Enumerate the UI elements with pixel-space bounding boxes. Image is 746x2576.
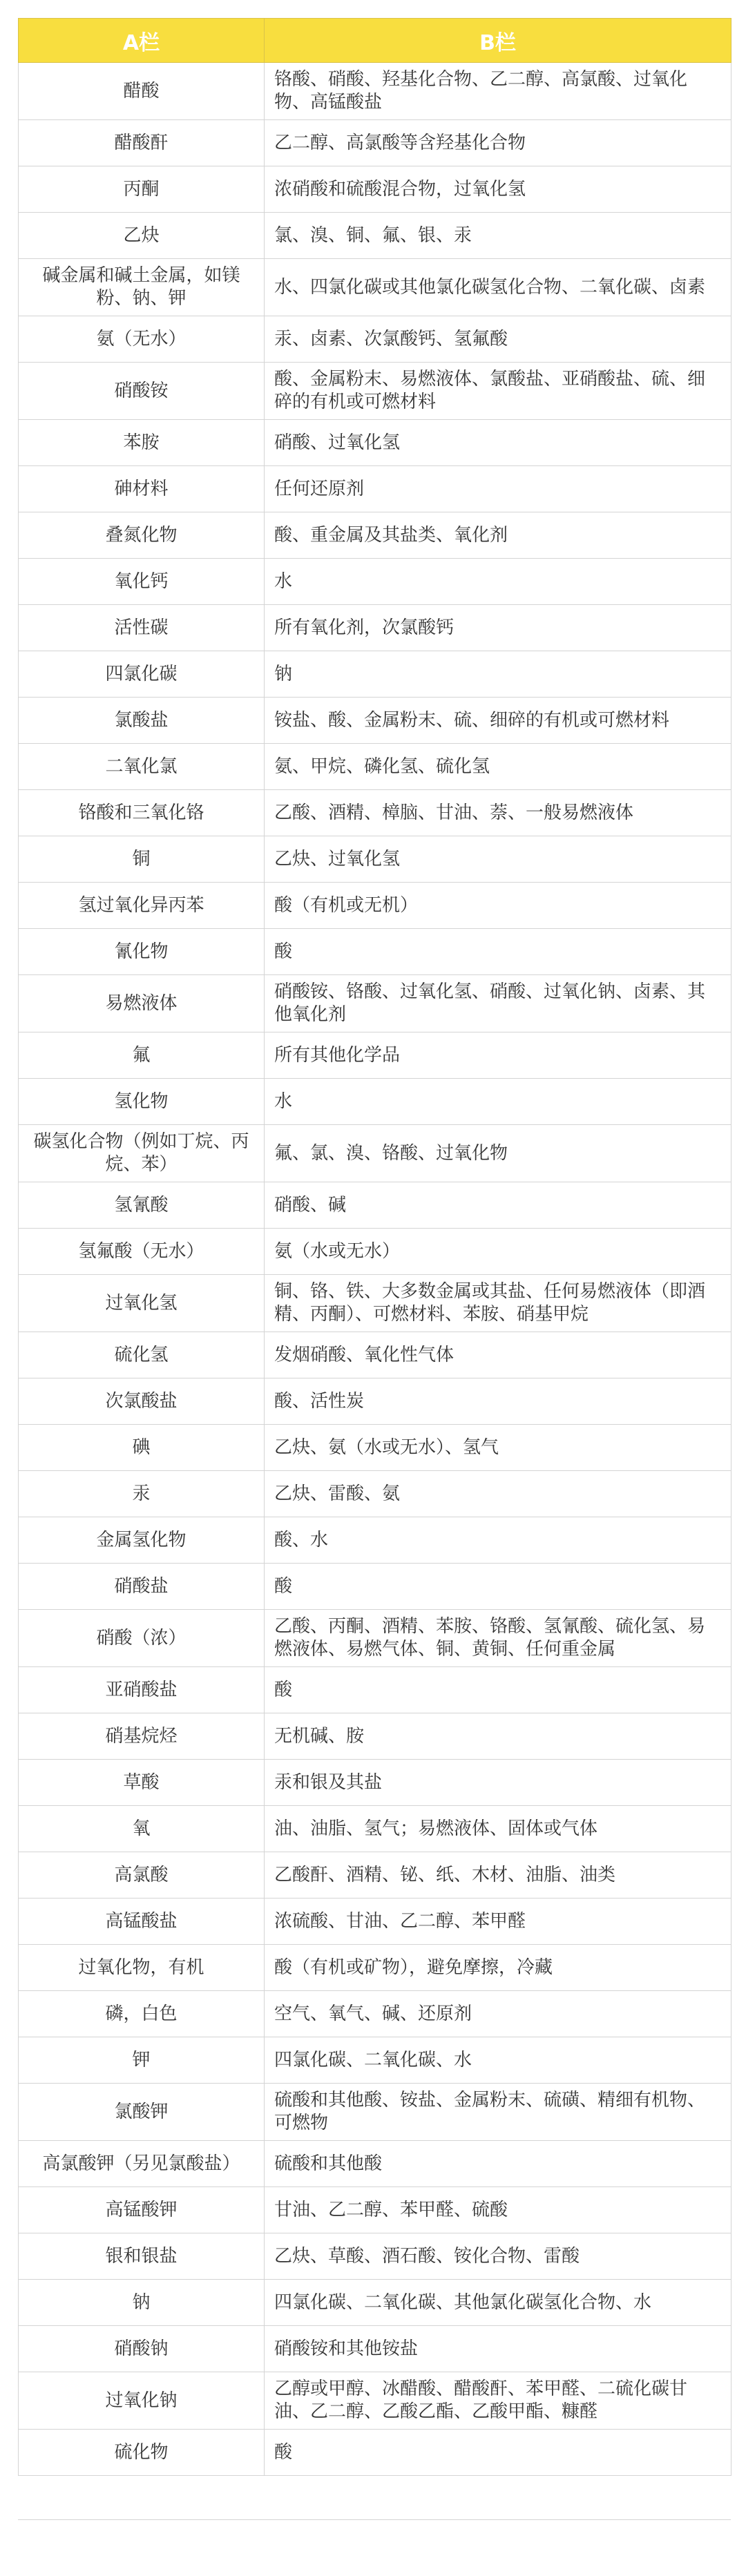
table-row: [19, 744, 731, 790]
chemical-cell: 苯胺: [19, 420, 265, 466]
chemical-cell: 叠氮化物: [19, 512, 265, 559]
chemical-cell: 高锰酸钾: [19, 2187, 265, 2233]
chemical-cell: 四氯化碳: [19, 651, 265, 698]
incompatible-cell: 油、油脂、氢气；易燃液体、固体或气体: [265, 1806, 731, 1852]
incompatible-cell: 铵盐、酸、金属粉末、硫、细碎的有机或可燃材料: [265, 698, 731, 744]
incompatible-cell: 发烟硝酸、氧化性气体: [265, 1332, 731, 1378]
incompatible-cell: 空气、氧气、碱、还原剂: [265, 1991, 731, 2037]
incompatible-cell: 水、四氯化碳或其他氯化碳氢化合物、二氧化碳、卤素: [265, 259, 731, 316]
chemical-cell: 氢过氧化异丙苯: [19, 883, 265, 929]
chemical-cell: 硝基烷烃: [19, 1713, 265, 1760]
table-row: [19, 1032, 731, 1079]
incompatible-cell: 水: [265, 1079, 731, 1125]
table-row: [19, 1945, 731, 1991]
incompatible-cell: 酸、活性炭: [265, 1378, 731, 1425]
chemical-cell: 易燃液体: [19, 975, 265, 1032]
table-row: [19, 559, 731, 605]
chemical-cell: 铜: [19, 836, 265, 883]
incompatible-cell: 乙炔、氨（水或无水）、氢气: [265, 1425, 731, 1471]
table-row: [19, 2187, 731, 2233]
chemical-cell: 氟: [19, 1032, 265, 1079]
incompatible-cell: 乙酸酐、酒精、铋、纸、木材、油脂、油类: [265, 1852, 731, 1899]
table-row: [19, 63, 731, 120]
chemical-cell: 硫化物: [19, 2430, 265, 2476]
chemical-cell: 硝酸盐: [19, 1564, 265, 1610]
chemical-cell: 氢氟酸（无水）: [19, 1229, 265, 1275]
table-row: [19, 213, 731, 259]
table-row: [19, 466, 731, 512]
table-row: [19, 2326, 731, 2372]
incompatible-cell: 乙炔、过氧化氢: [265, 836, 731, 883]
chemical-cell: 草酸: [19, 1760, 265, 1806]
chemical-cell: 氨（无水）: [19, 316, 265, 363]
chemical-cell: 氢氰酸: [19, 1182, 265, 1229]
table-row: [19, 420, 731, 466]
incompatible-cell: 铜、铬、铁、大多数金属或其盐、任何易燃液体（即酒精、丙酮）、可燃材料、苯胺、硝基甲烷: [265, 1275, 731, 1332]
incompatible-cell: 硝酸铵和其他铵盐: [265, 2326, 731, 2372]
table-row: [19, 836, 731, 883]
table-row: [19, 1079, 731, 1125]
incompatible-cell: 铬酸、硝酸、羟基化合物、乙二醇、高氯酸、过氧化物、高锰酸盐: [265, 63, 731, 120]
chemical-cell: 碳氢化合物（例如丁烷、丙烷、苯）: [19, 1125, 265, 1182]
incompatible-cell: 乙酸、酒精、樟脑、甘油、萘、一般易燃液体: [265, 790, 731, 836]
table-row: [19, 929, 731, 975]
chemical-cell: 氢化物: [19, 1079, 265, 1125]
incompatible-cell: 浓硝酸和硫酸混合物，过氧化氢: [265, 166, 731, 213]
table-row: [19, 316, 731, 363]
table-row: [19, 975, 731, 1032]
table-row: [19, 1517, 731, 1564]
chemical-cell: 丙酮: [19, 166, 265, 213]
table-row: [19, 1991, 731, 2037]
chemical-cell: 高氯酸: [19, 1852, 265, 1899]
incompatible-cell: 四氯化碳、二氧化碳、其他氯化碳氢化合物、水: [265, 2280, 731, 2326]
chemical-cell: 乙炔: [19, 213, 265, 259]
table-row: [19, 363, 731, 420]
incompatible-cell: 氯、溴、铜、氟、银、汞: [265, 213, 731, 259]
incompatible-cell: 酸（有机或无机）: [265, 883, 731, 929]
table-row: [19, 2430, 731, 2476]
chemical-cell: 氧化钙: [19, 559, 265, 605]
table-row: [19, 2372, 731, 2430]
chemical-cell: 汞: [19, 1471, 265, 1517]
incompatible-cell: 乙炔、雷酸、氨: [265, 1471, 731, 1517]
table-row: [19, 651, 731, 698]
chemical-cell: 亚硝酸盐: [19, 1667, 265, 1713]
chemical-cell: 碱金属和碱土金属，如镁粉、钠、钾: [19, 259, 265, 316]
incompatible-cell: 四氯化碳、二氧化碳、水: [265, 2037, 731, 2084]
header-row: [19, 19, 731, 63]
incompatible-cell: 氟、氯、溴、铬酸、过氧化物: [265, 1125, 731, 1182]
chemical-cell: 氧: [19, 1806, 265, 1852]
incompatible-cell: 硫酸和其他酸、铵盐、金属粉末、硫磺、精细有机物、可燃物: [265, 2084, 731, 2141]
chemical-cell: 过氧化物，有机: [19, 1945, 265, 1991]
incompatible-cell: 酸: [265, 1564, 731, 1610]
table-row: [19, 2141, 731, 2187]
table-bottom-divider: [18, 2519, 731, 2520]
chemical-cell: 硝酸钠: [19, 2326, 265, 2372]
chemical-cell: 硝酸（浓）: [19, 1610, 265, 1667]
table-row: [19, 1332, 731, 1378]
table-row: [19, 1564, 731, 1610]
table-row: [19, 166, 731, 213]
chemical-cell: 二氧化氯: [19, 744, 265, 790]
incompatible-cell: 硝酸铵、铬酸、过氧化氢、硝酸、过氧化钠、卤素、其他氧化剂: [265, 975, 731, 1032]
header-column-a: A栏: [19, 19, 265, 63]
header-column-b: B栏: [265, 19, 731, 63]
table-row: [19, 1471, 731, 1517]
chemical-cell: 硝酸铵: [19, 363, 265, 420]
table-row: [19, 1182, 731, 1229]
chemical-cell: 醋酸酐: [19, 120, 265, 166]
chemical-cell: 醋酸: [19, 63, 265, 120]
incompatible-cell: 无机碱、胺: [265, 1713, 731, 1760]
incompatible-cell: 氨（水或无水）: [265, 1229, 731, 1275]
incompatible-cell: 甘油、乙二醇、苯甲醛、硫酸: [265, 2187, 731, 2233]
table-row: [19, 1378, 731, 1425]
incompatible-cell: 硝酸、碱: [265, 1182, 731, 1229]
incompatible-cell: 钠: [265, 651, 731, 698]
chemical-cell: 铬酸和三氧化铬: [19, 790, 265, 836]
chemical-cell: 高氯酸钾（另见氯酸盐）: [19, 2141, 265, 2187]
table-row: [19, 1713, 731, 1760]
table-row: [19, 1229, 731, 1275]
table-row: [19, 883, 731, 929]
table-header: [19, 19, 731, 63]
table-row: [19, 512, 731, 559]
incompatible-cell: 乙二醇、高氯酸等含羟基化合物: [265, 120, 731, 166]
incompatible-cell: 所有其他化学品: [265, 1032, 731, 1079]
table-row: [19, 2084, 731, 2141]
table-row: [19, 1760, 731, 1806]
table-row: [19, 2280, 731, 2326]
table-body: [19, 63, 731, 2476]
incompatible-cell: 氨、甲烷、磷化氢、硫化氢: [265, 744, 731, 790]
chemical-cell: 金属氢化物: [19, 1517, 265, 1564]
incompatible-cell: 硫酸和其他酸: [265, 2141, 731, 2187]
incompatible-cell: 酸（有机或矿物），避免摩擦，冷藏: [265, 1945, 731, 1991]
table-row: [19, 1852, 731, 1899]
incompatible-cell: 乙酸、丙酮、酒精、苯胺、铬酸、氢氰酸、硫化氢、易燃液体、易燃气体、铜、黄铜、任何重金属: [265, 1610, 731, 1667]
incompatible-cell: 酸: [265, 2430, 731, 2476]
chemical-cell: 氯酸钾: [19, 2084, 265, 2141]
incompatible-cell: 汞和银及其盐: [265, 1760, 731, 1806]
chemical-cell: 过氧化氢: [19, 1275, 265, 1332]
table-row: [19, 1610, 731, 1667]
incompatible-cell: 酸、重金属及其盐类、氧化剂: [265, 512, 731, 559]
chemical-cell: 碘: [19, 1425, 265, 1471]
table-row: [19, 2037, 731, 2084]
chemical-cell: 氯酸盐: [19, 698, 265, 744]
table-row: [19, 790, 731, 836]
incompatible-cell: 硝酸、过氧化氢: [265, 420, 731, 466]
chemical-cell: 银和银盐: [19, 2233, 265, 2280]
chemical-cell: 钠: [19, 2280, 265, 2326]
table-row: [19, 120, 731, 166]
incompatible-cell: 汞、卤素、次氯酸钙、氢氟酸: [265, 316, 731, 363]
table-row: [19, 2233, 731, 2280]
chemical-cell: 砷材料: [19, 466, 265, 512]
chemical-cell: 硫化氢: [19, 1332, 265, 1378]
chemical-cell: 高锰酸盐: [19, 1899, 265, 1945]
chemical-cell: 氰化物: [19, 929, 265, 975]
table-row: [19, 605, 731, 651]
chemical-cell: 钾: [19, 2037, 265, 2084]
incompatible-cell: 所有氧化剂，次氯酸钙: [265, 605, 731, 651]
chemical-cell: 磷，白色: [19, 1991, 265, 2037]
table-row: [19, 1899, 731, 1945]
chemical-cell: 过氧化钠: [19, 2372, 265, 2430]
table-row: [19, 1425, 731, 1471]
incompatible-cell: 酸: [265, 929, 731, 975]
incompatible-cell: 浓硫酸、甘油、乙二醇、苯甲醛: [265, 1899, 731, 1945]
incompatible-cell: 酸、金属粉末、易燃液体、氯酸盐、亚硝酸盐、硫、细碎的有机或可燃材料: [265, 363, 731, 420]
chemical-cell: 次氯酸盐: [19, 1378, 265, 1425]
incompatible-cell: 乙醇或甲醇、冰醋酸、醋酸酐、苯甲醛、二硫化碳甘油、乙二醇、乙酸乙酯、乙酸甲酯、糠醛: [265, 2372, 731, 2430]
incompatible-chemicals-table: [18, 18, 731, 2476]
table-row: [19, 1125, 731, 1182]
incompatible-cell: 酸: [265, 1667, 731, 1713]
table-row: [19, 259, 731, 316]
table-row: [19, 1275, 731, 1332]
table-row: [19, 1667, 731, 1713]
incompatible-cell: 水: [265, 559, 731, 605]
chemical-cell: 活性碳: [19, 605, 265, 651]
table-row: [19, 1806, 731, 1852]
incompatible-cell: 乙炔、草酸、酒石酸、铵化合物、雷酸: [265, 2233, 731, 2280]
incompatible-cell: 酸、水: [265, 1517, 731, 1564]
incompatible-cell: 任何还原剂: [265, 466, 731, 512]
table-row: [19, 698, 731, 744]
